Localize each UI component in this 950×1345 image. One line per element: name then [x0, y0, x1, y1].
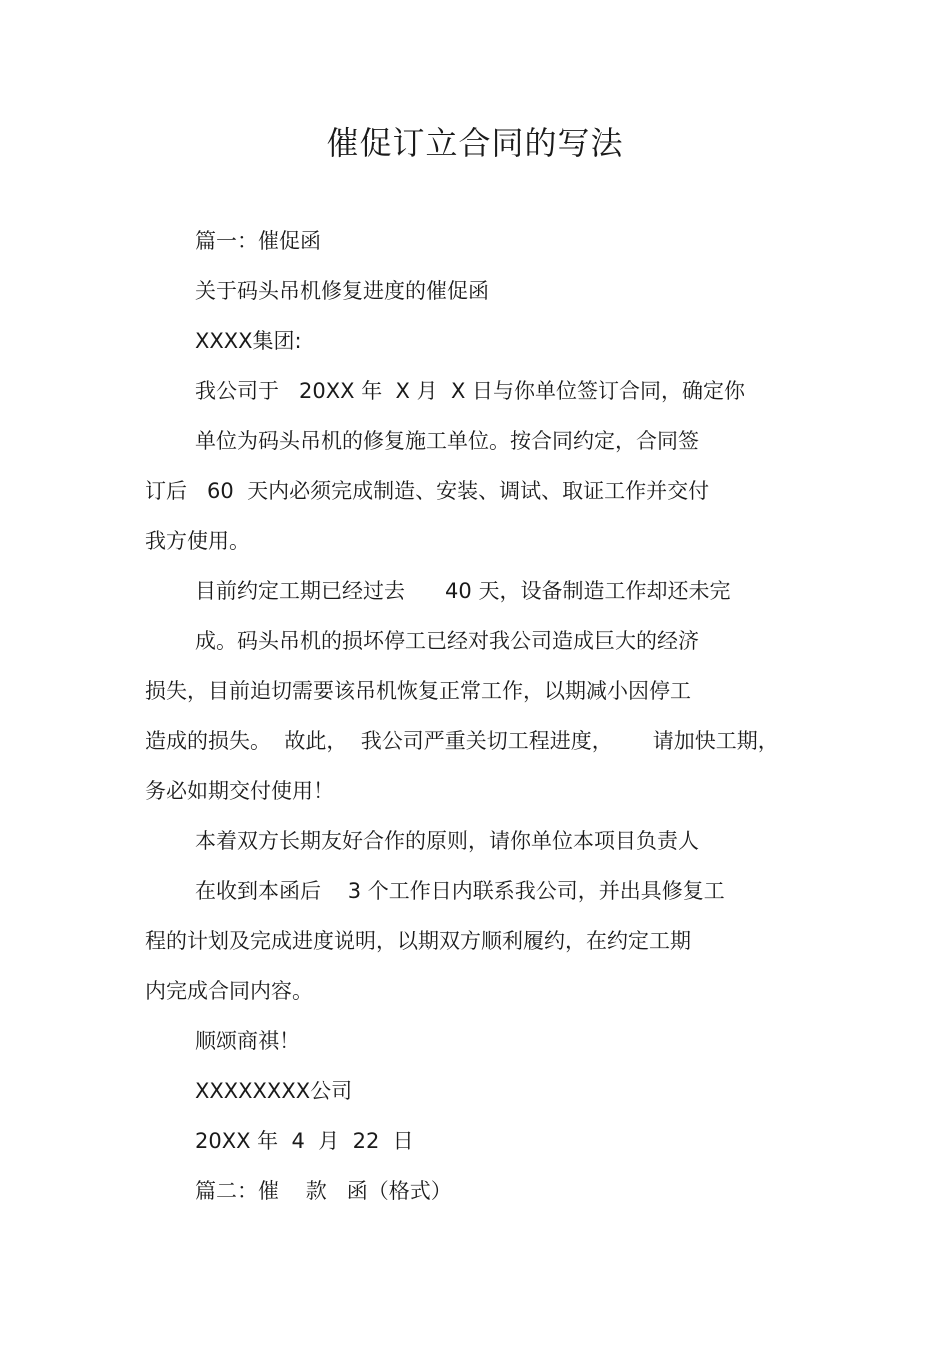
section-heading-1: 篇一：催促函	[195, 229, 321, 253]
body-line: 内完成合同内容。	[145, 979, 313, 1003]
body-line: 单位为码头吊机的修复施工单位。按合同约定，合同签	[195, 429, 699, 453]
signature-company: XXXXXXXX公司	[195, 1079, 353, 1103]
letter-subject: 关于码头吊机修复进度的催促函	[195, 279, 489, 303]
body-line: 我方使用。	[145, 529, 250, 553]
letter-recipient: XXXX集团:	[195, 329, 302, 353]
body-line: 成。码头吊机的损坏停工已经对我公司造成巨大的经济	[195, 629, 699, 653]
body-line: 本着双方长期友好合作的原则，请你单位本项目负责人	[195, 829, 699, 853]
body-line: 程的计划及完成进度说明，以期双方顺利履约，在约定工期	[145, 929, 691, 953]
body-line: 务必如期交付使用！	[145, 779, 334, 803]
body-line: 在收到本函后 3 个工作日内联系我公司，并出具修复工	[195, 879, 725, 903]
section-heading-2: 篇二：催 款 函（格式）	[195, 1179, 452, 1203]
body-line: 我公司于 20XX 年 X 月 X 日与你单位签订合同，确定你	[195, 379, 746, 403]
body-line: 损失，目前迫切需要该吊机恢复正常工作，以期减小因停工	[145, 679, 691, 703]
body-line: 订后 60 天内必须完成制造、安装、调试、取证工作并交付	[145, 479, 710, 503]
body-line: 目前约定工期已经过去 40 天，设备制造工作却还未完	[195, 579, 731, 603]
body-line: 造成的损失。 故此， 我公司严重关切工程进度， 请加快工期，	[145, 729, 779, 753]
page-title: 催促订立合同的写法	[326, 124, 624, 162]
letter-date: 20XX 年 4 月 22 日	[195, 1129, 414, 1153]
closing-salutation: 顺颂商祺！	[195, 1029, 300, 1053]
